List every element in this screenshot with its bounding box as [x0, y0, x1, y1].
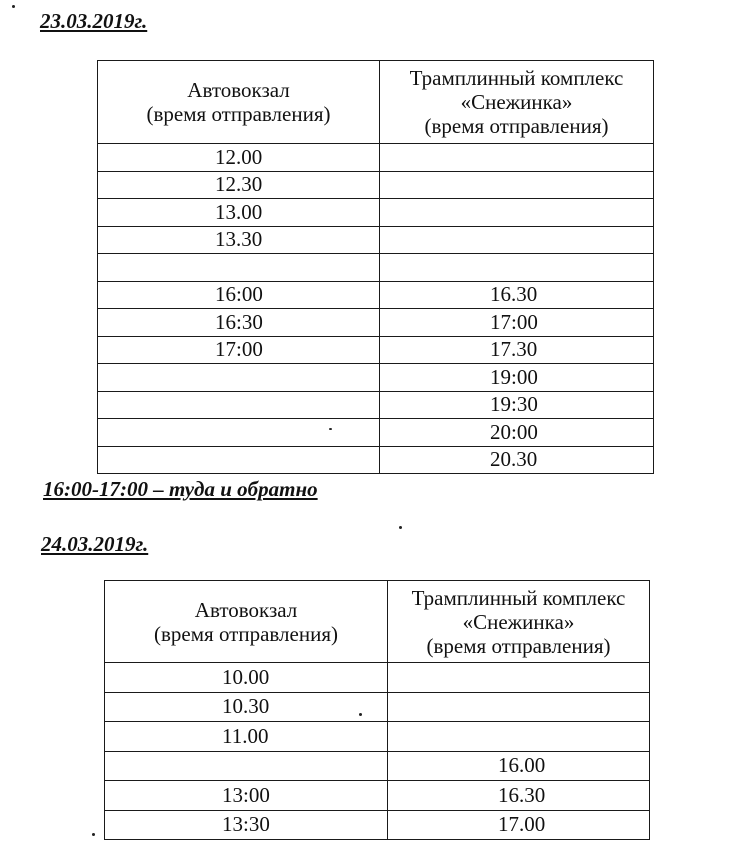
bus-station-time: 13.00 — [98, 199, 380, 227]
ski-jump-time: 17.30 — [380, 336, 654, 364]
bus-station-time: 17:00 — [98, 336, 380, 364]
table-header-row — [98, 61, 654, 144]
bus-station-time — [98, 254, 380, 282]
table-row — [98, 171, 654, 199]
ski-jump-time: 19:00 — [380, 364, 654, 392]
bus-station-time — [105, 751, 388, 781]
table-row — [98, 364, 654, 392]
scan-speck — [92, 833, 95, 836]
ski-jump-time — [380, 226, 654, 254]
ski-jump-time: 17.00 — [388, 810, 650, 840]
header-line: Автовокзал — [194, 597, 298, 622]
header-line: (время отправления) — [424, 114, 609, 138]
header-line: (время отправления) — [154, 621, 338, 646]
ski-jump-time: 16.30 — [380, 281, 654, 309]
header-bus-station — [105, 581, 388, 663]
ski-jump-time — [380, 171, 654, 199]
table-row — [98, 144, 654, 172]
table-row — [98, 446, 654, 474]
bus-station-time: 13:00 — [105, 781, 388, 811]
ski-jump-time — [380, 144, 654, 172]
ski-jump-time — [388, 663, 650, 693]
bus-station-time — [98, 364, 380, 392]
header-ski-jump-complex — [388, 581, 650, 663]
schedule-table-2 — [104, 580, 650, 840]
table-row — [98, 419, 654, 447]
table-row — [105, 751, 650, 781]
bus-station-time: 12.00 — [98, 144, 380, 172]
bus-station-time — [98, 446, 380, 474]
schedule-table-1 — [97, 60, 654, 474]
bus-station-time — [98, 419, 380, 447]
ski-jump-time: 20.30 — [380, 446, 654, 474]
ski-jump-time — [380, 199, 654, 227]
ski-jump-time — [380, 254, 654, 282]
table-row — [98, 336, 654, 364]
scan-speck — [359, 713, 362, 716]
table-row — [98, 391, 654, 419]
table-row — [98, 226, 654, 254]
table-row — [98, 309, 654, 337]
header-line: «Снежинка» — [460, 90, 573, 114]
header-line: Автовокзал — [187, 78, 290, 102]
bus-station-time — [98, 391, 380, 419]
ski-jump-time: 20:00 — [380, 419, 654, 447]
bus-station-time: 16:30 — [98, 309, 380, 337]
table-row — [105, 781, 650, 811]
table-row — [105, 810, 650, 840]
header-ski-jump-complex — [380, 61, 654, 144]
ski-jump-time: 16.00 — [388, 751, 650, 781]
bus-station-time: 16:00 — [98, 281, 380, 309]
header-bus-station — [98, 61, 380, 144]
bus-station-time: 13.30 — [98, 226, 380, 254]
header-line: (время отправления) — [146, 102, 331, 126]
header-line: Трамплинный комплекс — [409, 66, 624, 90]
bus-station-time: 10.00 — [105, 663, 388, 693]
header-line: (время отправления) — [426, 633, 611, 658]
table-row — [98, 199, 654, 227]
scan-speck — [12, 5, 15, 8]
header-line: Трамплинный комплекс — [411, 585, 626, 610]
bus-station-time: 13:30 — [105, 810, 388, 840]
bus-station-time: 12.30 — [98, 171, 380, 199]
table-header-row — [105, 581, 650, 663]
table-row — [105, 722, 650, 752]
table-row — [98, 254, 654, 282]
header-line: «Снежинка» — [462, 609, 575, 634]
scan-speck — [329, 428, 332, 430]
ski-jump-time — [388, 722, 650, 752]
scan-speck — [399, 526, 402, 529]
ski-jump-time: 17:00 — [380, 309, 654, 337]
table-row — [105, 692, 650, 722]
round-trip-note: 16:00-17:00 – туда и обратно — [43, 477, 318, 501]
ski-jump-time: 19:30 — [380, 391, 654, 419]
table-row — [105, 663, 650, 693]
ski-jump-time: 16.30 — [388, 781, 650, 811]
ski-jump-time — [388, 692, 650, 722]
date-heading-2: 24.03.2019г. — [41, 532, 149, 556]
bus-station-time: 11.00 — [105, 722, 388, 752]
table-row — [98, 281, 654, 309]
date-heading-1: 23.03.2019г. — [40, 9, 148, 33]
bus-station-time: 10.30 — [105, 692, 388, 722]
